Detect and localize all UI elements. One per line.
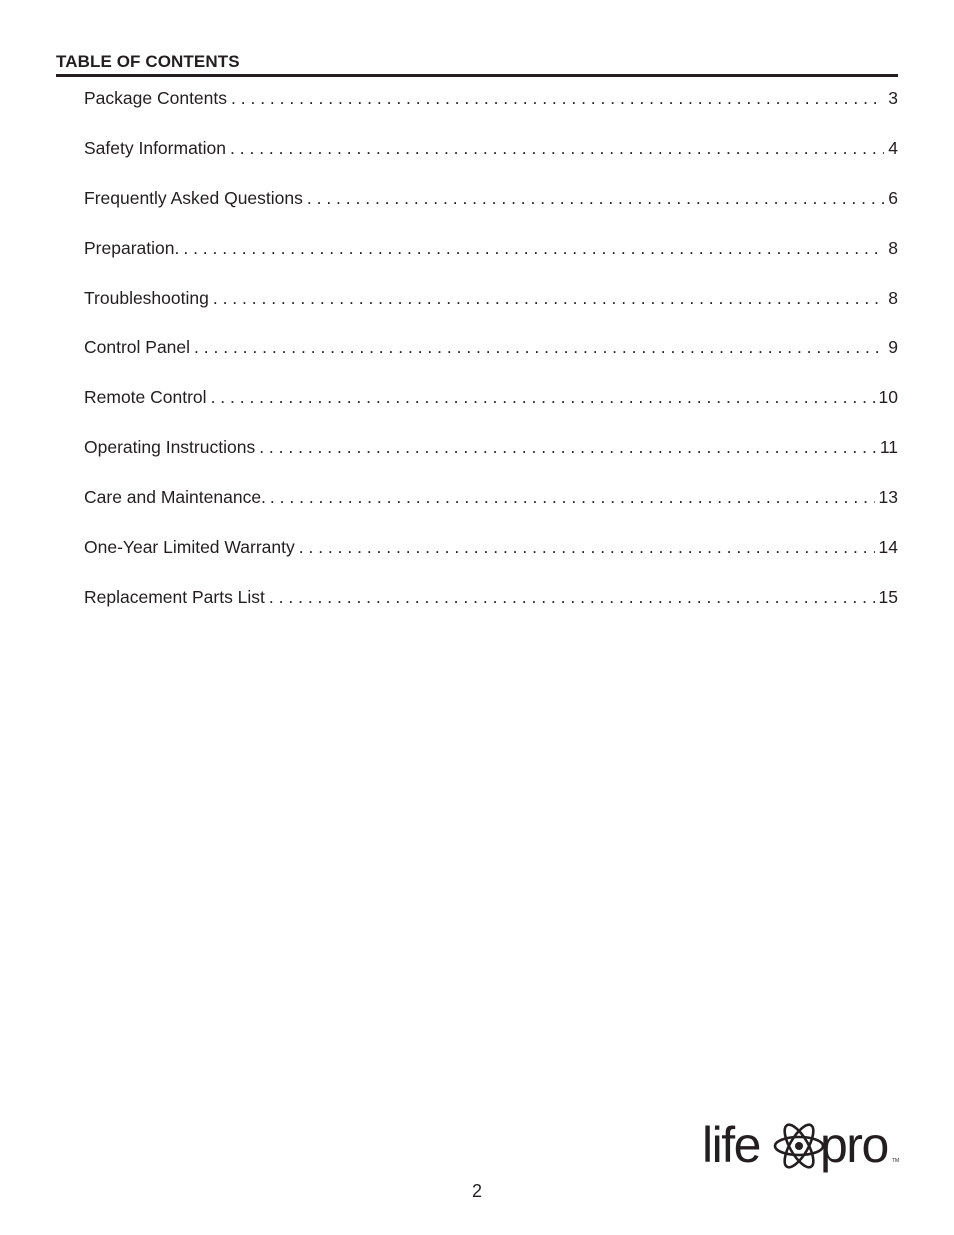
toc-entry-title: Control Panel [84,337,191,358]
toc-entry-title: Operating Instructions [84,437,256,458]
toc-dot-leader [231,86,884,110]
toc-entry[interactable] [84,485,898,535]
toc-entry-page: 13 [878,487,898,508]
toc-entry[interactable] [84,86,898,136]
toc-entry-page: 6 [888,187,898,208]
toc-entry-page: 8 [888,287,898,308]
toc-entry-title: One-Year Limited Warranty [84,537,295,558]
toc-entry[interactable] [84,136,898,186]
toc-entry[interactable] [84,585,898,635]
toc-entry-title: Troubleshooting [84,287,209,308]
toc-dot-leader [270,485,875,509]
toc-entry-title: Care and Maintenance. [84,487,266,508]
toc-entry[interactable] [84,236,898,286]
toc-entry[interactable] [84,335,898,385]
lifepro-logo [702,1112,902,1178]
toc-entry-page: 9 [888,337,898,358]
logo-text-right: pro [820,1117,888,1173]
toc-entry-page: 8 [888,237,898,258]
toc-entry-page: 15 [878,586,898,607]
toc-entry-page: 4 [888,137,898,158]
toc-entry-page: 10 [878,387,898,408]
toc-entry-title: Remote Control [84,387,207,408]
toc-dot-leader [183,236,884,260]
toc-entry-title: Replacement Parts List [84,586,265,607]
toc-entry-title: Safety Information [84,137,227,158]
toc-dot-leader [213,286,884,310]
page-number: 2 [471,1181,482,1201]
toc-dot-leader [269,585,875,609]
toc-heading: TABLE OF CONTENTS [56,52,898,77]
toc-entry[interactable] [84,286,898,336]
logo-trademark: TM [892,1158,900,1164]
toc-dot-leader [230,136,884,160]
toc-dot-leader [211,385,875,409]
atom-icon [775,1121,823,1172]
toc-entry-title: Preparation. [84,237,180,258]
toc-entry-page: 11 [879,437,898,458]
toc-entry-page: 14 [878,537,898,558]
toc-entry-title: Frequently Asked Questions [84,187,303,208]
toc-entry-page: 3 [888,88,898,108]
logo-text-left: life [702,1117,760,1173]
toc-dot-leader [259,435,876,459]
toc-dot-leader [307,186,884,210]
toc-entry[interactable] [84,535,898,585]
toc-list [84,86,898,635]
toc-dot-leader [194,335,884,359]
toc-dot-leader [299,535,875,559]
toc-entry[interactable] [84,186,898,236]
toc-entry[interactable] [84,385,898,435]
toc-entry[interactable] [84,435,898,485]
toc-entry-title: Package Contents [84,88,228,108]
